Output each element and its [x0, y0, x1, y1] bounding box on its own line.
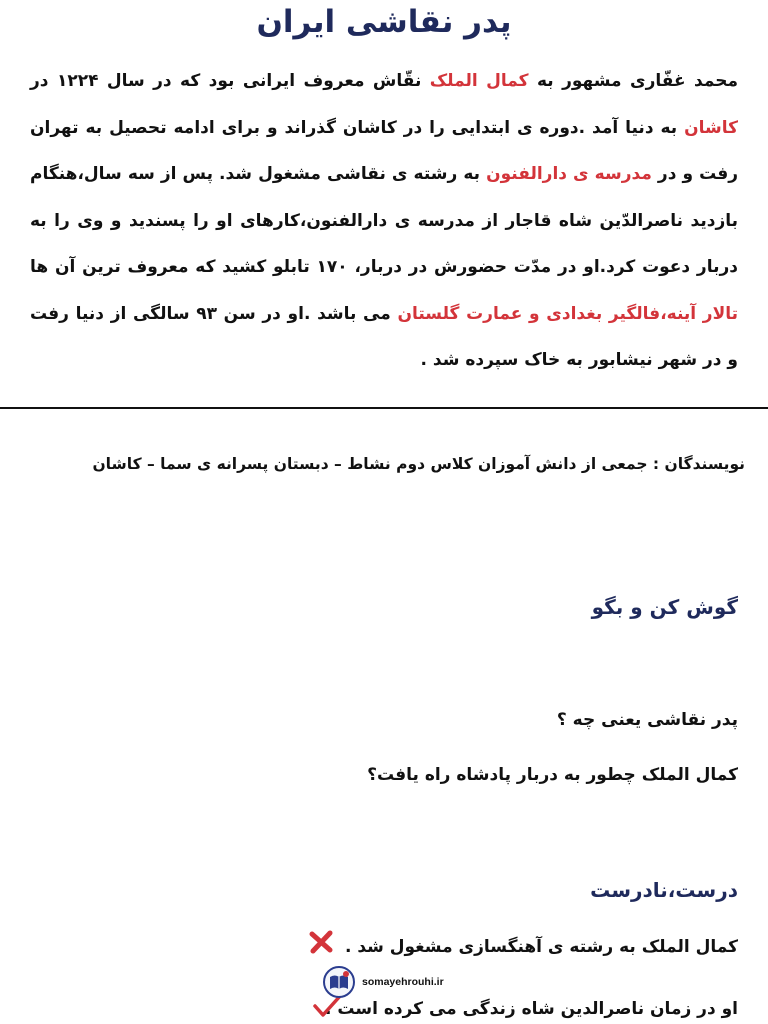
highlight-artworks: تالار آینه،فالگیر بغدادی و عمارت گلستان — [397, 303, 738, 324]
intro-text: می باشد .او در سن ۹۳ سالگی از دنیا رفت و در شهر نیشابور به خاک سپرده شد . — [30, 303, 738, 370]
statement-1: کمال الملک به رشته ی آهنگسازی مشغول شد . — [344, 937, 738, 957]
highlight-kashan: کاشان — [684, 117, 738, 138]
statement-2: او در زمان ناصرالدین شاه زندگی می کرده است . — [324, 999, 738, 1019]
watermark-site: somayehrouhi.ir — [362, 976, 444, 988]
intro-text: به دنیا آمد .دوره ی ابتدایی را در کاشان گذراند و برای ادامه تحصیل به تهران رفت و در — [30, 117, 739, 184]
intro-paragraph — [30, 58, 738, 384]
book-logo-icon — [322, 965, 356, 999]
question-2: کمال الملک چطور به دربار پادشاه راه یافت؟ — [367, 765, 738, 785]
intro-text: به رشته ی نقاشی مشغول شد. پس از سه سال،هنگام بازدید ناصرالدّین شاه قاجار از مدرسه ی دارالفنون،کارهای او را پسندید و وی را به دربار دعوت کرد.او در مدّت حضورش در دربار، ۱۷۰ تابلو کشید که معروف ترین آن ها — [30, 164, 738, 277]
true-false-heading: درست،نادرست — [590, 878, 738, 902]
page-title: پدر نقاشی ایران — [256, 4, 512, 40]
section-divider — [0, 407, 768, 409]
question-1: پدر نقاشی یعنی چه ؟ — [556, 710, 738, 730]
intro-text: محمد غفّاری مشهور به — [528, 71, 739, 91]
intro-text: نقّاش معروف ایرانی بود که در سال ۱۲۲۴ در — [30, 71, 430, 91]
highlight-darolfonun: مدرسه ی دارالفنون — [486, 164, 652, 184]
cross-icon — [306, 927, 336, 957]
authors-line: نویسندگان : جمعی از دانش آموزان کلاس دوم نشاط – دبستان پسرانه ی سما – کاشان — [92, 455, 745, 473]
listen-and-say-heading: گوش کن و بگو — [591, 595, 738, 619]
watermark — [322, 965, 462, 1001]
highlight-kamal-ol-molk: کمال الملک — [429, 71, 529, 91]
